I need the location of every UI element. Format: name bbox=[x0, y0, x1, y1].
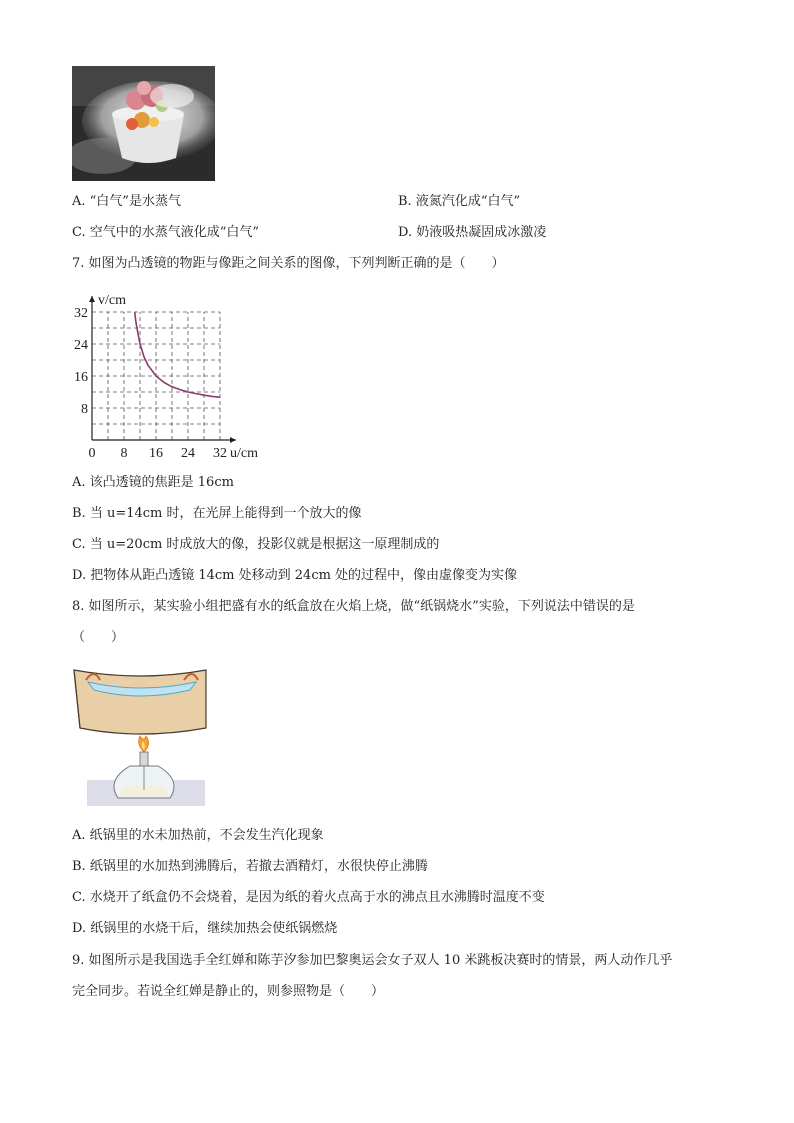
q8-option-d: D. 纸锅里的水烧干后，继续加热会使纸锅燃烧 bbox=[72, 921, 338, 936]
q7-option-c: C. 当 u=20cm 时成放大的像，投影仪就是根据这一原理制成的 bbox=[72, 537, 440, 552]
q8-stem-line2: （ ） bbox=[72, 630, 125, 645]
q6-option-a: A. “白气”是水蒸气 bbox=[72, 194, 181, 209]
q8-option-c: C. 水烧开了纸盒仍不会烧着，是因为纸的着火点高于水的沸点且水沸腾时温度不变 bbox=[72, 890, 545, 905]
q7-option-b: B. 当 u=14cm 时，在光屏上能得到一个放大的像 bbox=[72, 506, 362, 521]
q8-stem-line1: 8. 如图所示，某实验小组把盛有水的纸盒放在火焰上烧，做“纸锅烧水”实验，下列说法中错误的是 bbox=[72, 599, 635, 614]
liquid-nitrogen-ice-cream-photo bbox=[72, 66, 215, 181]
q7-option-a: A. 该凸透镜的焦距是 16cm bbox=[72, 475, 234, 490]
lens-curve-line bbox=[135, 312, 220, 397]
q8-option-b: B. 纸锅里的水加热到沸腾后，若撤去酒精灯，水很快停止沸腾 bbox=[72, 859, 428, 874]
y-tick-label: 8 bbox=[81, 402, 88, 417]
x-axis-label: u/cm bbox=[230, 446, 258, 461]
q6-option-d: D. 奶液吸热凝固成冰激凌 bbox=[398, 225, 547, 240]
q9-stem-line1: 9. 如图所示是我国选手全红婵和陈芋汐参加巴黎奥运会女子双人 10 米跳板决赛时的情景，两人动作几乎 bbox=[72, 953, 673, 968]
q8-option-a: A. 纸锅里的水未加热前，不会发生汽化现象 bbox=[72, 828, 324, 843]
q6-option-b: B. 液氮汽化成“白气” bbox=[398, 194, 521, 209]
q6-option-c: C. 空气中的水蒸气液化成“白气” bbox=[72, 225, 260, 240]
x-tick-label: 8 bbox=[120, 446, 128, 461]
paper-box bbox=[74, 670, 206, 734]
x-axis-arrow bbox=[230, 437, 236, 443]
x-tick-label: 0 bbox=[88, 446, 96, 461]
lamp-neck bbox=[140, 752, 148, 766]
y-axis-arrow bbox=[89, 296, 95, 302]
y-axis-label: v/cm bbox=[98, 293, 126, 308]
paper-pot-boiling-figure bbox=[70, 660, 210, 814]
y-tick-label: 24 bbox=[74, 338, 88, 353]
q7-stem: 7. 如图为凸透镜的物距与像距之间关系的图像，下列判断正确的是（ ） bbox=[72, 256, 505, 271]
x-tick-label: 24 bbox=[181, 446, 195, 461]
x-tick-label: 32 bbox=[213, 446, 227, 461]
y-tick-label: 32 bbox=[74, 306, 88, 321]
x-tick-label: 16 bbox=[149, 446, 163, 461]
lens-distance-chart bbox=[70, 280, 290, 469]
q9-stem-line2: 完全同步。若说全红婵是静止的，则参照物是（ ） bbox=[72, 984, 385, 999]
y-tick-label: 16 bbox=[74, 370, 88, 385]
q7-option-d: D. 把物体从距凸透镜 14cm 处移动到 24cm 处的过程中，像由虚像变为实像 bbox=[72, 568, 518, 583]
